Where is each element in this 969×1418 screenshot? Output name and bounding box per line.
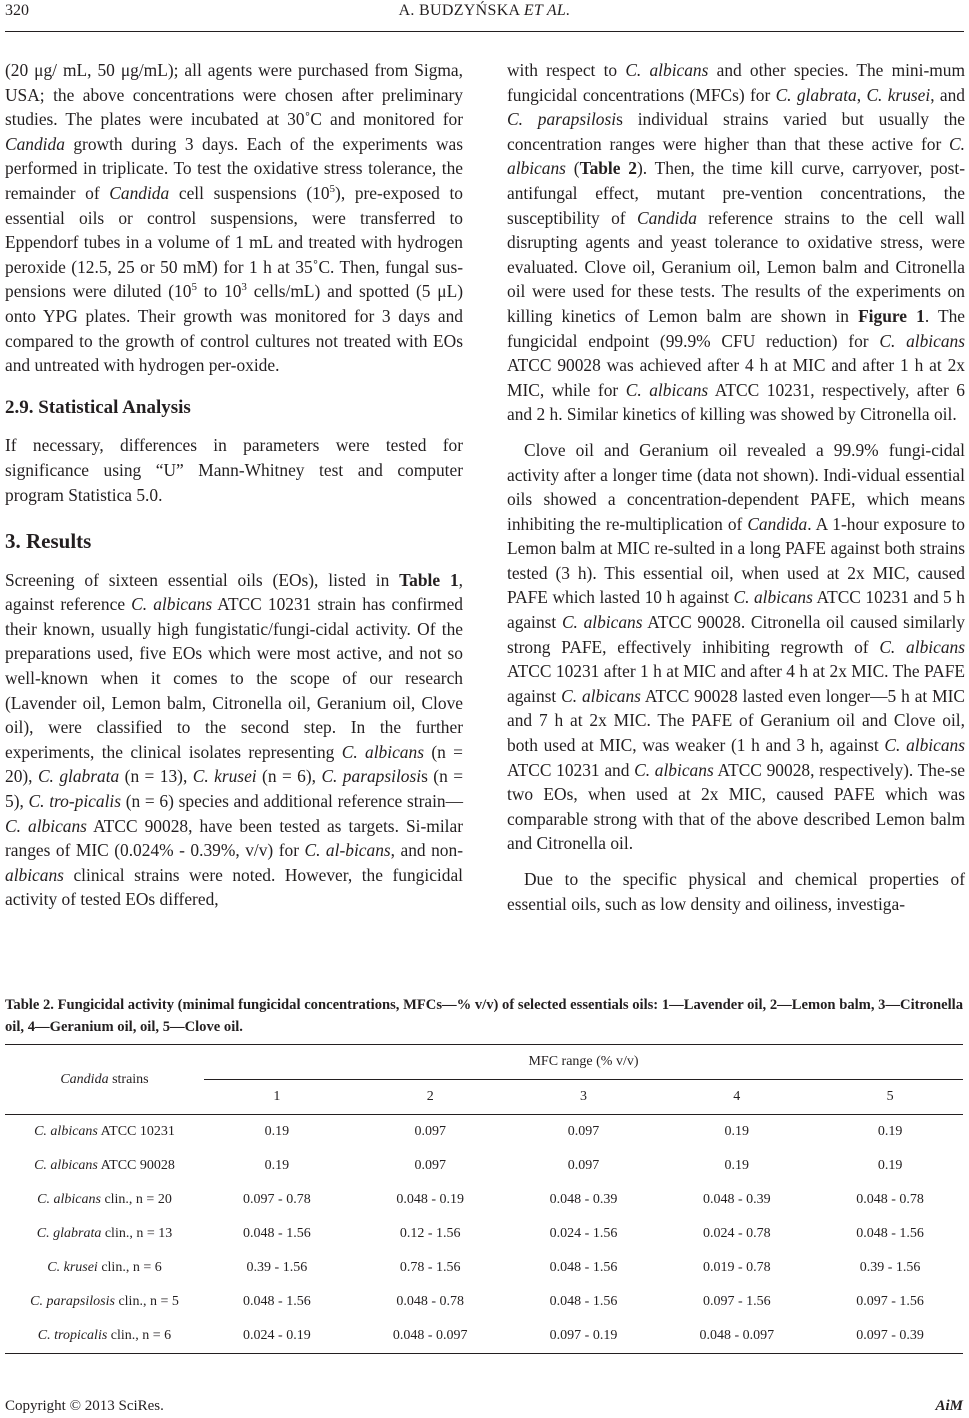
mfc-value-cell: 0.097 - 0.78 [243,1192,311,1207]
species-name: C. albicans [34,1124,98,1139]
text-run: ATCC 90028, have been tested as targets. Si-milar ranges of MIC (0.024% - 0.39%, v/v) for [5,815,463,861]
text-run: C. albicans [879,636,965,657]
text-run: ATCC 10231 and [507,759,635,780]
text-run: . A 1-hour exposure to Lemon balm at MIC re-sulted in a long PAFE against both strains tested (3 h). This essential oil, when used at 2x MIC, caused PAFE which lasted 10 h against [507,513,965,608]
text-run: C. albicans [634,759,714,780]
text-run: and other species. The mini-mum fungicidal concentrations (MFCs) for [507,60,965,105]
strain-description: clin., n = 5 [114,1294,179,1309]
strain-description: clin., n = 20 [100,1192,172,1207]
text-run: growth during 3 days. Each of the experiments was performed in triplicate. To test the oxidative stress tolerance, the remainder of [5,133,463,203]
oil-column-number: 3 [511,1080,657,1115]
species-name: C. krusei [47,1260,98,1275]
text-run: clinical strains were noted. However, the fungicidal activity of tested EOs differed, [5,864,463,910]
text-run: , and non- [390,840,463,861]
oil-column-number: 1 [204,1080,350,1115]
mfc-value-cell: 0.048 - 1.56 [243,1294,311,1309]
section-heading-results: 3. Results [5,529,92,554]
oil-column-number: 5 [817,1080,963,1115]
table-row [5,1251,963,1285]
mfc-value-cell: 0.19 [264,1158,290,1173]
text-run: Clove oil and Geranium oil revealed a 99.9% fungi-cidal activity after a longer time (data not shown). Indi-vidual essential oils showed a concentration-dependent PAFE, which means inhibiting the re-multiplication of [507,439,965,534]
text-run: (n = 13), [119,766,193,787]
mfc-value-cell: 0.048 - 0.097 [656,1319,817,1354]
text-run: cell suspensions (10 [169,182,330,203]
mfc-value-cell: 0.39 - 1.56 [246,1260,308,1275]
text-run: C. albicans [625,379,709,400]
strain-name-cell [5,1115,204,1150]
text-run: Candida [5,133,65,154]
text-run: to 10 [196,281,242,302]
header-rule [5,31,964,32]
text-run: C. parapsilosi [321,766,422,787]
mfc-value-cell: 0.19 [877,1124,903,1139]
text-run: ATCC 10231 strain has confirmed their known, usually high fungistatic/fungi-cidal activity. Of the preparations used, five EOs which were most active, and not so well-known when it comes to the scope of our research (Lavender oil, Lemon balm, Citronella oil, Geranium oil, Clove oil), were classified to the second step. In the further experiments, the clinical isolates representing [5,594,463,762]
text-run: ATCC 90028 lasted even longer—5 h at MIC and 7 h at 2x MIC. The PAFE of Geranium oil and Clove oil, both used at MIC, was weaker (1 h and 3 h, against [507,685,965,756]
text-run: 5 [191,281,197,294]
species-name: C. parapsilosis [30,1294,115,1309]
paragraph-results-mfc [507,58,965,427]
text-run: C. glabrata [37,766,120,787]
mfc-value-cell: 0.19 [264,1124,290,1139]
text-run: ATCC 90028, respectively). The-se two EOs, when used at 2x MIC, caused PAFE which was comparable strong with that of the above described Lemon balm and Citronella oil. [507,759,965,854]
mfc-value-cell: 0.39 - 1.56 [859,1260,921,1275]
mfc-value-cell: 0.048 - 1.56 [549,1294,618,1309]
page-number: 320 [5,2,29,19]
text-run: reference strains to the cell wall disrupting agents and yeast tolerance to oxidative stress, were evaluated. Clove oil, Geranium oil, Lemon balm and Citronella oil were used for these tests. The results of the experiments on killing kinetics of Lemon balm are shown in [507,207,966,326]
mfc-value-cell: 0.12 - 1.56 [399,1226,461,1241]
text-run: (n = 20), [5,741,463,787]
text-run: C. albicans [131,594,213,615]
text-run: , and [930,84,966,105]
text-run: (n = 6), [256,766,322,787]
mfc-value-cell: 0.048 - 0.097 [350,1319,511,1354]
text-run: with respect to [507,60,626,80]
mfc-value-cell: 0.048 - 1.56 [549,1260,618,1275]
strain-description: clin., n = 13 [101,1226,173,1241]
text-run: (n = 6) species and additional reference strain— [121,791,463,812]
mfc-value-cell: 0.097 [567,1158,600,1173]
text-run: s individual strains varied but usually the concentration ranges were higher than that these active for [507,109,965,154]
text-run: 3 [241,281,247,294]
text-run: If necessary, differences in parameters were tested for significance using “U” Mann-Whitney test and computer program Statistica 5.0. [5,435,463,505]
text-run: C. al-bicans [304,840,391,861]
table-row [5,1319,963,1354]
running-title-authors: A. BUDZYŃSKA [398,2,520,19]
text-run: cells/mL) and spotted (5 μL) onto YPG plates. Their growth was monitored for 3 days and compared to the growth of control cultures not treated with EOs and untreated with hydrogen per-oxide. [5,281,463,376]
mfc-value-cell: 0.048 - 0.78 [856,1192,924,1207]
mfc-value-cell: 0.048 - 0.19 [396,1192,465,1207]
paragraph-results-pafe [507,438,965,856]
strain-name-cell [5,1285,204,1319]
mfc-value-cell: 0.097 - 1.56 [702,1294,771,1309]
running-title-suffix: ET AL. [523,2,571,19]
journal-abbreviation: AiM [935,1398,963,1414]
text-run: Candida [109,182,170,203]
strain-column-header [5,1045,204,1115]
mfc-value-cell: 0.048 - 1.56 [243,1226,311,1241]
text-run: C. albicans [879,330,966,351]
text-run: , against reference [5,569,463,615]
mfc-value-cell: 0.097 [414,1124,446,1139]
strain-name-cell [5,1149,204,1183]
species-name: C. tropicalis [37,1328,108,1343]
mfc-value-cell: 0.19 [877,1158,903,1173]
text-run: C. albicans [561,685,641,706]
text-run: C. krusei [192,766,257,787]
mfc-table [5,1044,963,1354]
text-run: ( [565,158,580,179]
mfc-value-cell: 0.048 - 0.39 [549,1192,618,1207]
mfc-value-cell: 0.097 - 1.56 [856,1294,924,1309]
table-row [5,1285,963,1319]
text-run: , [856,84,867,105]
text-run: ), pre-exposed to essential oils or control suspensions, were transferred to Eppendorf tubes in a volume of 1 mL and treated with hydrogen peroxide (12.5, 25 or 50 mM) for 1 h at 35˚C. Then, fungal sus-pensions were diluted (10 [5,182,463,302]
copyright-notice: Copyright © 2013 SciRes. [5,1398,164,1414]
table-row [5,1115,963,1150]
text-run: Candida [636,207,697,228]
text-run: C. parapsilosi [507,109,617,130]
strain-name-cell [5,1183,204,1217]
oil-column-number: 4 [656,1080,817,1115]
text-run: C. albicans [341,741,424,762]
mfc-value-cell: 0.048 - 0.39 [702,1192,771,1207]
strain-header-rest: strains [108,1071,149,1087]
table-row [5,1183,963,1217]
running-title [0,2,969,20]
text-run: Due to the specific physical and chemical properties of essential oils, such as low density and oiliness, investiga- [507,869,965,914]
mfc-value-cell: 0.048 - 0.78 [396,1294,465,1309]
text-run: ATCC 90028 was achieved after 4 h at MIC and after 1 h at 2x MIC, while for [507,355,965,400]
left-column [5,58,463,912]
text-run: Table 1 [399,569,459,590]
table-header-row [5,1045,963,1080]
mfc-value-cell: 0.024 - 0.78 [702,1226,771,1241]
text-run: C. albicans [5,815,87,836]
text-run: C. albicans [561,612,643,633]
mfc-value-cell: 0.78 - 1.56 [399,1260,461,1275]
text-run: C. albicans [507,133,965,179]
text-run: Figure 1 [858,305,925,326]
text-run: Candida [747,513,808,534]
mfc-value-cell: 0.048 - 1.56 [856,1226,924,1241]
text-run: ATCC 90028. Citronella oil caused similarly strong PAFE, effectively inhibiting regrowth of [507,612,966,657]
text-run: Screening of sixteen essential oils (EOs), listed in [5,569,400,590]
text-run: s (n = 5), [5,766,463,812]
species-name: C. albicans [34,1158,98,1173]
strain-description: clin., n = 6 [97,1260,162,1275]
strain-name-cell [5,1251,204,1285]
text-run: ATCC 10231, respectively, after 6 and 2 h. Similar kinetics of killing was showed by Citronella oil. [507,379,965,425]
text-run: C. krusei [866,84,931,105]
text-run: ). Then, the time kill curve, carryover, post-antifungal effect, mutant pre-vention concentrations, the susceptibility of [507,158,966,228]
mfc-value-cell: 0.019 - 0.78 [702,1260,771,1275]
text-run: ATCC 10231 after 1 h at MIC and after 4 h at 2x MIC. The PAFE against [507,661,965,706]
species-name: C. glabrata [36,1226,102,1241]
mfc-value-cell: 0.19 [724,1158,750,1173]
mfc-value-cell: 0.097 [414,1158,446,1173]
paragraph-methods-oxidative-stress [5,58,463,378]
table-row [5,1149,963,1183]
mfc-value-cell: 0.024 - 1.56 [549,1226,618,1241]
text-run: albicans [5,864,64,885]
strain-name-cell [5,1217,204,1251]
text-run: . The fungicidal endpoint (99.9% CFU reduction) for [507,305,965,351]
mfc-value-cell: 0.024 - 0.19 [204,1319,350,1354]
strain-description: ATCC 10231 [97,1124,175,1139]
strain-name-cell [5,1319,204,1354]
species-name: C. albicans [37,1192,101,1207]
mfc-value-cell: 0.19 [724,1124,750,1139]
text-run: (20 μg/ mL, 50 μg/mL); all agents were purchased from Sigma, USA; the above concentrations were chosen after preliminary studies. The plates were incubated at 30˚C and monitored for [5,60,463,130]
oil-column-number: 2 [350,1080,511,1115]
table-row [5,1217,963,1251]
text-run: C. albicans [625,60,709,80]
strain-header-genus: Candida [60,1071,109,1087]
text-run: C. glabrata [775,84,857,105]
mfc-value-cell: 0.097 - 0.19 [511,1319,657,1354]
table-caption: Table 2. Fungicidal activity (minimal fungicidal concentrations, MFCs—% v/v) of selected essentials oils: 1—Lavender oil, 2—Lemon balm, 3—Citronella oil, 4—Geranium oil, oil, 5—Clove oil. [5,997,963,1035]
paragraph-results-screening [5,568,463,912]
paragraph-statistical-analysis [5,433,463,507]
text-run: C. albicans [884,735,965,756]
text-run: C. tro-picalis [28,791,122,812]
mfc-value-cell: 0.097 [567,1124,600,1139]
text-run: Table 2 [579,158,637,179]
text-run: 5 [329,183,336,196]
right-column [507,58,965,916]
strain-description: ATCC 90028 [97,1158,175,1173]
mfc-range-header: MFC range (% v/v) [204,1045,963,1080]
mfc-value-cell: 0.097 - 0.39 [817,1319,963,1354]
text-run: C. albicans [733,587,813,608]
text-run: ATCC 10231 and 5 h against [507,587,965,633]
strain-description: clin., n = 6 [107,1328,172,1343]
section-heading-statistical-analysis: 2.9. Statistical Analysis [5,396,191,418]
paragraph-results-properties [507,867,965,916]
